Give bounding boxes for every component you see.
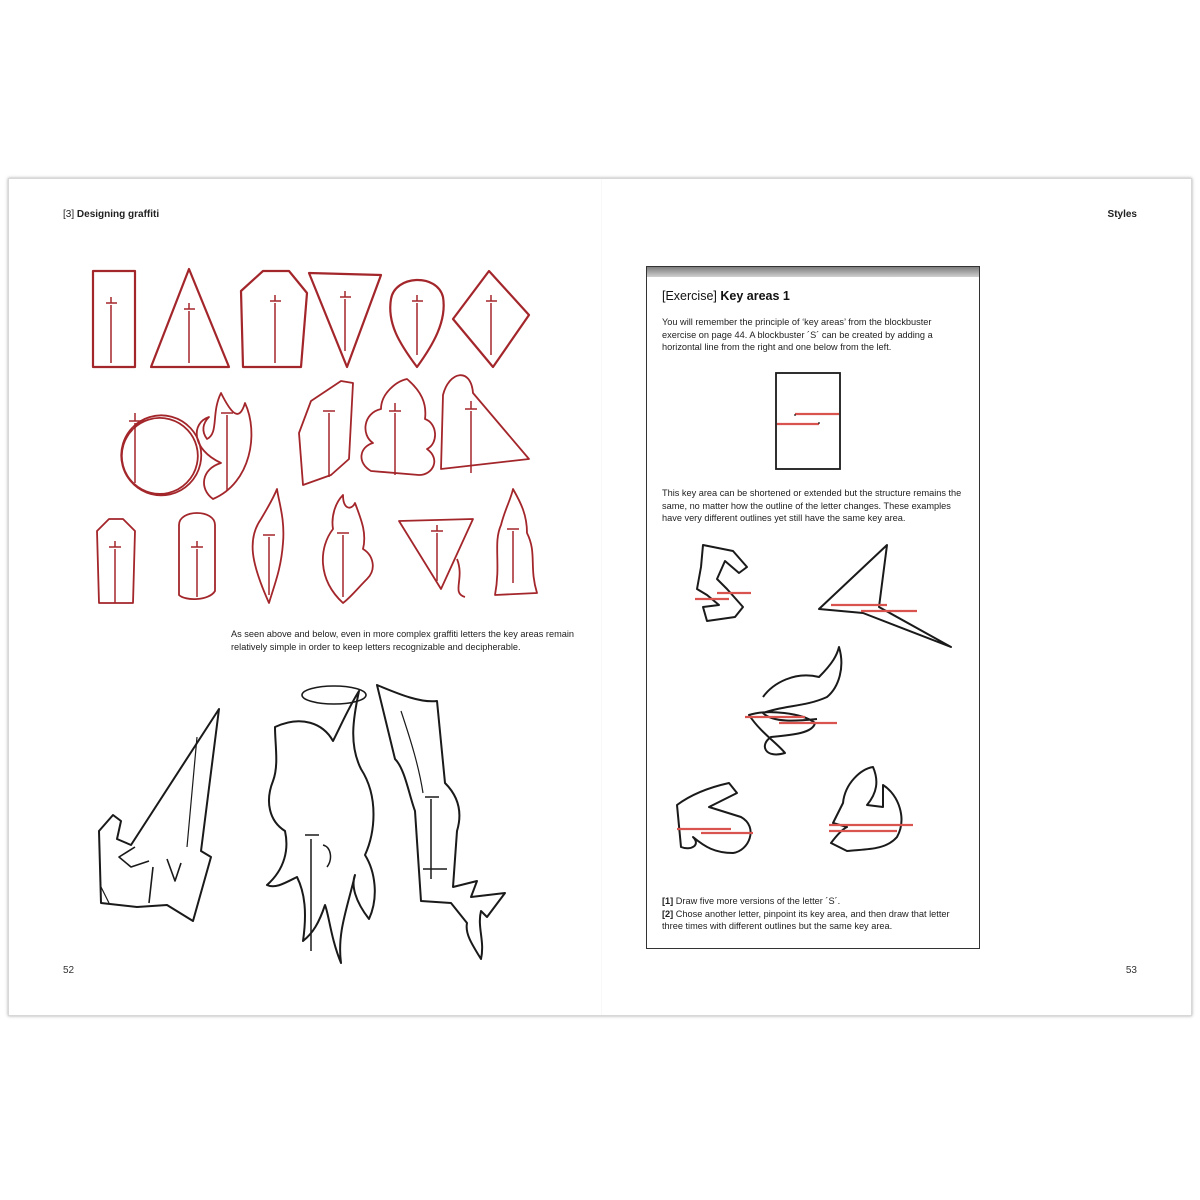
exercise-top-bar (647, 267, 979, 277)
gutter-shadow (601, 179, 602, 1015)
s-example-sharp (677, 783, 751, 853)
page-number-left: 52 (63, 965, 75, 976)
s-example-flowing (749, 647, 841, 754)
exercise-middle-text: This key area can be shortened or extended but the structure remains the same, no matter how the outline of the letter changes. These examples have very different outlines yet still have the same key area. (662, 488, 962, 524)
exercise-title (662, 289, 790, 303)
section-header: Styles (1107, 209, 1137, 220)
letter-a-outline-grid (81, 263, 541, 613)
exercise-task (662, 895, 962, 908)
letter-a-flame-small (253, 489, 284, 603)
s-letter-examples (667, 537, 967, 877)
letter-a-circle (121, 415, 201, 495)
letter-a-stacked (361, 379, 435, 475)
s-example-rounded (831, 767, 901, 851)
letter-a-rectangle (93, 271, 135, 367)
graffiti-letter-a-tall (377, 685, 505, 959)
chapter-number: [3] (63, 209, 75, 220)
blockbuster-s-diagram (773, 370, 843, 472)
exercise-task (662, 908, 962, 933)
letter-a-kite (441, 375, 529, 469)
task-number: [2] (662, 908, 674, 919)
graffiti-letter-a-angular (99, 709, 219, 921)
complex-graffiti-letters (79, 671, 549, 971)
task-text: Chose another letter, pinpoint its key area, and then draw that letter three times with different outlines but the same key area. (662, 908, 950, 932)
key-areas-caption: As seen above and below, even in more complex graffiti letters the key areas remain relatively simple in order to keep letters recognizable and decipherable. (231, 629, 575, 652)
letter-a-flame-large (323, 495, 373, 603)
exercise-box (646, 266, 980, 949)
book-spread (8, 178, 1192, 1016)
exercise-label: [Exercise] (662, 289, 717, 303)
exercise-tasks (662, 895, 962, 933)
chapter-title: Designing graffiti (76, 209, 160, 220)
chapter-header (63, 209, 159, 220)
s-example-angular (819, 545, 951, 647)
task-number: [1] (662, 896, 674, 906)
letter-a-leaf (197, 393, 252, 499)
letter-a-narrow-house (97, 519, 135, 603)
page-number-right: 53 (1125, 965, 1137, 976)
graffiti-letter-a-flowing (267, 691, 375, 963)
exercise-intro: You will remember the principle of ‘key areas’ from the blockbuster exercise on page 44. A blockbuster ´S´ can be created by adding a horizontal line from the right and one below from the left. (662, 317, 933, 353)
letter-a-house (241, 271, 307, 367)
letter-a-block (299, 381, 353, 485)
task-text: Draw five more versions of the letter ´S´. (675, 896, 841, 906)
s-example-blocky (697, 545, 747, 621)
exercise-heading: Key areas 1 (720, 289, 790, 303)
letter-a-drip (495, 489, 537, 595)
letter-a-triangle (151, 269, 229, 367)
